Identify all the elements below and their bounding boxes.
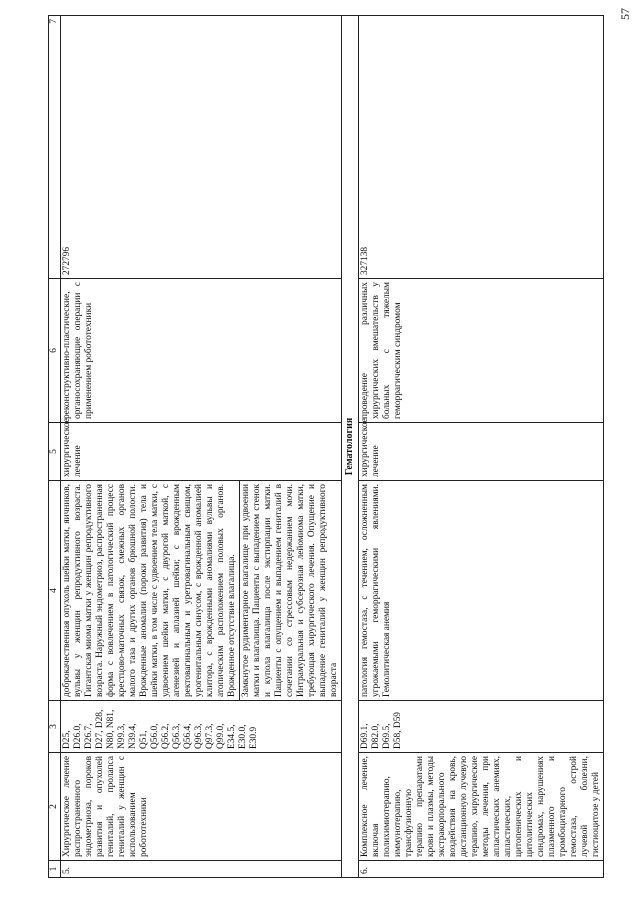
treatment-method: реконструктивно-пластические, органосохраняющие операции с применением робототехники [61,279,342,423]
table-row [61,16,240,878]
icd-codes: D25, D26.0, D26.7, D27, D28, N80, N81, N99.3, N39.4, Q51, Q56.0, Q56.2, Q56.3, Q56.4, Q96.3, Q97.3, Q99.0, E34.5, E30.0, E30.9 [61,701,342,753]
rotated-table-container [48,16,608,878]
section-title: Гематология [342,16,359,878]
col-number-2: 2 [49,753,61,861]
section-row [342,16,359,878]
financial-norm: 272796 [61,16,342,279]
column-number-row [49,16,61,878]
table-row [358,16,603,878]
care-type-name: Хирургическое лечение распространенного эндометриоза, пороков развития и опухолей гениталий, пролапса гениталий у женщин с использованием робототехники [61,753,342,861]
treatment-method: проведение различных хирургических вмешательств у больных с тяжелым геморрагическим синдромом [358,279,603,423]
col-number-1: 1 [49,861,61,878]
col-number-6: 6 [49,279,61,423]
row-number: 5. [61,861,342,878]
care-type-name: Комплексное лечение, включая полихимиотерапию, иммунотерапию, трансфузионную терапию препаратами крови и плазмы, методы экстракорпорального воздействия на кровь, дистанционную лучевую терапию, хирургические методы лечения, при апластических анемиях, апластических, цитопенических и цитолитических синдромах, нарушениях плазменного и тромбоцитарного гемостаза, острой лучевой болезни, гистиоцитозе у детей [358,753,603,861]
col-number-5: 5 [49,423,61,481]
col-number-4: 4 [49,481,61,701]
medical-care-table [48,15,604,878]
patient-model-continued: Замкнутое рудиментарное влагалище при удвоении матки и влагалища. Пациенты с выпадением стенок и купола влагалища после экстирпации матки. Пациенты с опущением и выпадением гениталий в сочетании со стрессовым недержанием мочи. Интрамуральная и субсерозная лейомиома матки, требующая хирургического лечения. Опущение и выпадение гениталий у женщин репродуктивного возраста [240,481,342,701]
treatment-type: хирургическое лечение [61,423,342,481]
page-number: 57 [618,8,632,20]
icd-codes: D69.1, D82.0, D69.5, D58, D59 [358,701,603,753]
col-number-7: 7 [49,16,61,279]
financial-norm: 327138 [358,16,603,279]
row-number: 6. [358,861,603,878]
col-number-3: 3 [49,701,61,753]
treatment-type: хирургическое лечение [358,423,603,481]
patient-model: патология гемостаза, с течением, осложненным угрожаемыми геморрагическими явлениями. Гемолитическая анемия [358,481,603,701]
patient-model: доброкачественная опухоль шейки матки, яичников, вульвы у женщин репродуктивного возраста. Гигантская миома матки у женщин репродуктивного возраста. Наружный эндометриоз, распространенная форма с вовлечением в патологический процесс крестцово-маточных связок, смежных органов малого таза и других органов брюшной полости. Врожденные аномалии (пороки развития) тела и шейки матки, в том числе с удвоением тела матки, с удвоением шейки матки, с двурогой маткой, с агенезией и аплазией шейки; с врожденным ректовагинальным и уретровагинальным свищом, урогенитальным синусом, с врожденной аномалией клитора, с врожденными аномалиями вульвы и атопическим расположением половых органов. Врожденное отсутствие влагалища. [61,481,240,701]
